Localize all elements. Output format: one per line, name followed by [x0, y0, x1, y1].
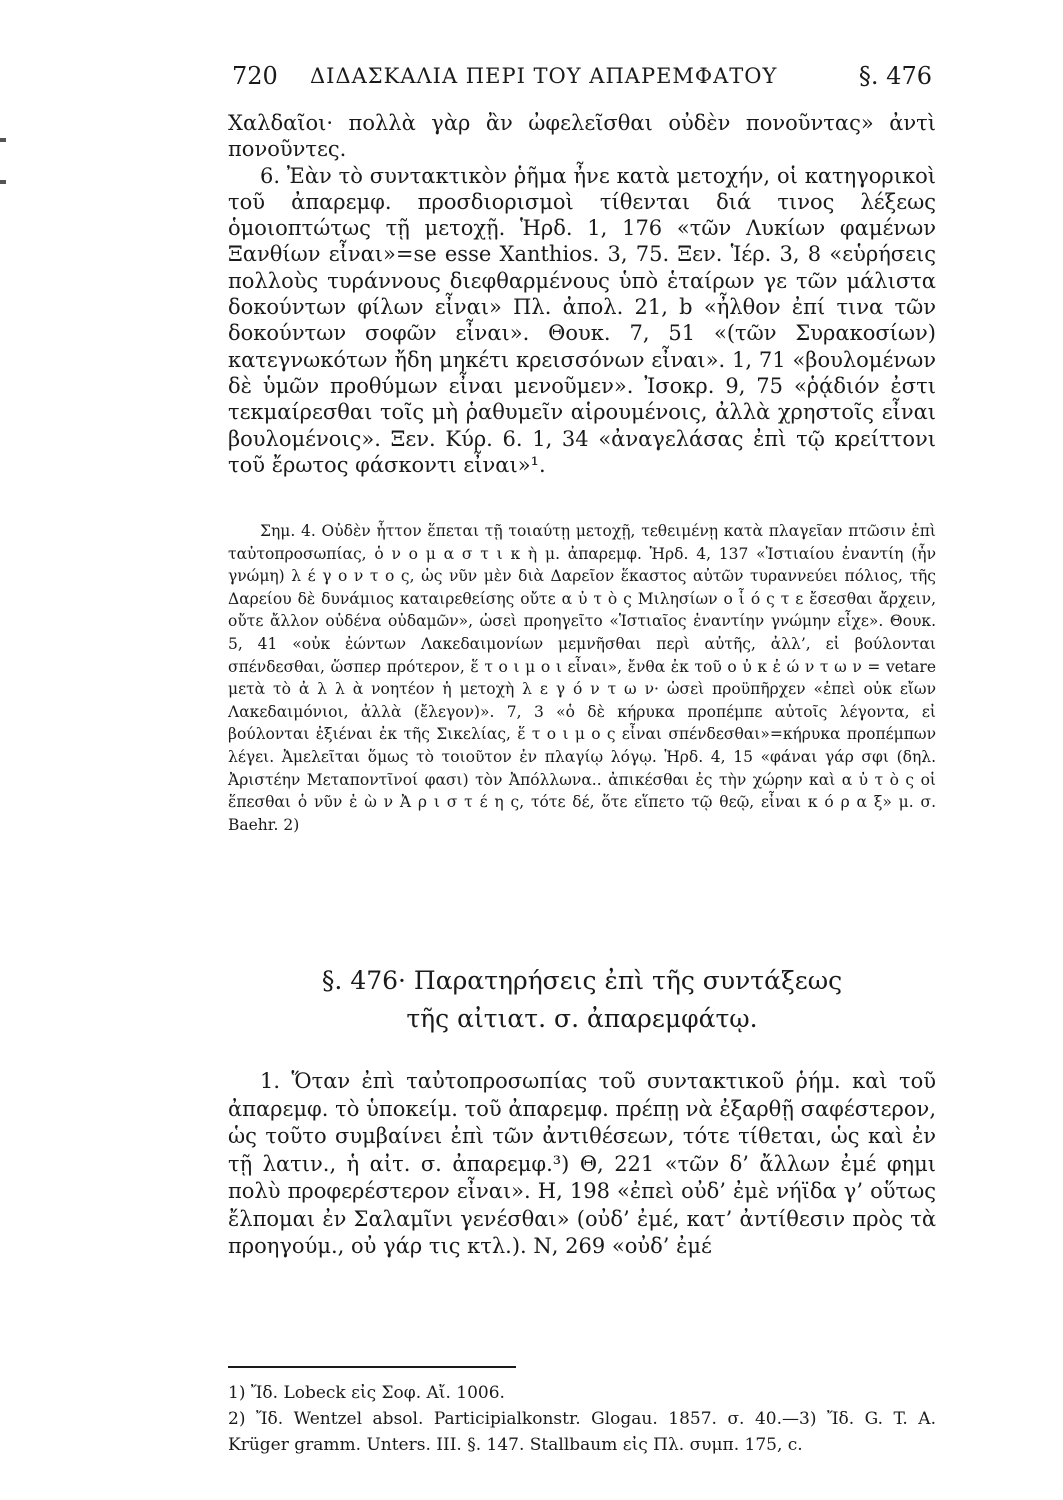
footnote: 2) Ἴδ. Wentzel absol. Participialkonstr. Glogau. 1857. σ. 40.—3) Ἴδ. G. T. A. Krüger gramm. Unters. III. §. 147. Stallbaum εἰς Πλ. συμπ. 175, c. — [228, 1409, 936, 1455]
section-text — [228, 1068, 936, 1261]
running-title: ΔΙΔΑΣΚΑΛΙΑ ΠΕΡΙ ΤΟΥ ΑΠΑΡΕΜΦΑΤΟΥ — [310, 64, 778, 88]
footnotes — [228, 1380, 936, 1458]
footnote-rule — [228, 1366, 516, 1368]
paragraph: Χαλδαῖοι· πολλὰ γὰρ ἂν ὠφελεῖσθαι οὐδὲν πονοῦντας» ἀντὶ πονοῦντες. — [228, 111, 936, 162]
paragraph: 6. Ἐὰν τὸ συντακτικὸν ῥῆμα ἦνε κατὰ μετοχήν, οἱ κατηγορικοὶ τοῦ ἀπαρεμφ. προσδιορισμοὶ τίθενται διά τινος λέξεως ὁμοιοπτώτως τῇ μετοχῇ. Ἡρδ. 1, 176 «τῶν Λυκίων φαμένων Ξανθίων εἶναι»=se esse Xanthios. 3, 75. Ξεν. Ἱέρ. 3, 8 «εὑρήσεις πολλοὺς τυράννους διεφθαρμένους ὑπὸ ἑταίρων γε τῶν μάλιστα δοκούντων φίλων εἶναι» Πλ. ἀπολ. 21, b «ἦλθον ἐπί τινα τῶν δοκούντων σοφῶν εἶναι». Θουκ. 7, 51 «(τῶν Συρακοσίων) κατεγνωκότων ἤδη μηκέτι κρεισσόνων εἶναι». 1, 71 «βουλομένων δὲ ὑμῶν προθύμων εἶναι μενοῦμεν». Ἰσοκρ. 9, 75 «ῥᾴδιόν ἐστι τεκμαίρεσθαι τοῖς μὴ ῥαθυμεῖν αἱρουμένοις, ἀλλὰ χρηστοῖς εἶναι βουλομένοις». Ξεν. Κύρ. 6. 1, 34 «ἀναγελάσας ἐπὶ τῷ κρείττονι τοῦ ἔρωτος φάσκοντι εἶναι»¹. — [228, 163, 936, 477]
note-block — [228, 520, 936, 836]
scan-mark — [0, 180, 6, 184]
page-number: 720 — [232, 62, 278, 90]
section-number: §. 476 — [858, 62, 932, 90]
running-header — [232, 62, 932, 102]
heading-line: τῆς αἰτιατ. σ. ἀπαρεμφάτῳ. — [406, 1004, 758, 1033]
main-text — [228, 110, 936, 478]
note-text: Σημ. 4. Οὐδὲν ἧττον ἕπεται τῇ τοιαύτῃ μετοχῇ, τεθειμένῃ κατὰ πλαγεῖαν πτῶσιν ἐπὶ ταὐτοπροσωπίας, ὁ ν ο μ α σ τ ι κ ὴ μ. ἀπαρεμφ. Ἡρδ. 4, 137 «Ἱστιαίου ἐναντίη (ἦν γνώμη) λ έ γ ο ν τ ο ς, ὡς νῦν μὲν διὰ Δαρεῖον ἕκαστος αὐτῶν τυραννεύει πόλιος, τῆς Δαρείου δὲ δυνάμιος καταιρεθείσης οὔτε α ὐ τ ὸ ς Μιλησίων ο ἷ ό ς τ ε ἔσεσθαι ἄρχειν, οὔτε ἄλλον οὐδένα οὐδαμῶν», ὡσεὶ προηγεῖτο «Ἱστιαῖος ἐναντίην γνώμην εἶχε». Θουκ. 5, 41 «οὐκ ἐώντων Λακεδαιμονίων μεμνῆσθαι περὶ αὐτῆς, ἀλλ’, εἰ βούλονται σπένδεσθαι, ὥσπερ πρότερον, ἕ τ ο ι μ ο ι εἶναι», ἔνθα ἐκ τοῦ ο ὐ κ ἐ ώ ν τ ω ν = vetare μετὰ τὸ ἀ λ λ ὰ νοητέον ἡ μετοχὴ λ ε γ ό ν τ ω ν· ὡσεὶ προϋπῆρχεν «ἐπεὶ οὐκ εἴων Λακεδαιμόνιοι, ἀλλὰ (ἔλεγον)». 7, 3 «ὁ δὲ κήρυκα προπέμπε αὐτοῖς λέγοντα, εἰ βούλονται ἐξιέναι ἐκ τῆς Σικελίας, ἕ τ ο ι μ ο ς εἶναι σπένδεσθαι»=κήρυκα προπέμπων λέγει. Ἀμελεῖται ὅμως τὸ τοιοῦτον ἐν πλαγίῳ λόγῳ. Ἡρδ. 4, 15 «φάναι γάρ σφι (δηλ. Ἀριστέην Μεταποντῖνοί φασι) τὸν Ἀπόλλωνα.. ἀπικέσθαι ἐς τὴν χώρην καὶ α ὐ τ ὸ ς οἱ ἕπεσθαι ὁ νῦν ἐ ὼ ν Ἀ ρ ι σ τ έ η ς, τότε δέ, ὅτε εἵπετο τῷ θεῷ, εἶναι κ ό ρ α ξ» μ. σ. Baehr. 2) — [228, 522, 936, 834]
paragraph: 1. Ὅταν ἐπὶ ταὐτοπροσωπίας τοῦ συντακτικοῦ ῥήμ. καὶ τοῦ ἀπαρεμφ. τὸ ὑποκείμ. τοῦ ἀπαρεμφ. πρέπῃ νὰ ἐξαρθῇ σαφέστερον, ὡς τοῦτο συμβαίνει ἐπὶ τῶν ἀντιθέσεων, τότε τίθεται, ὡς καὶ ἐν τῇ λατιν., ἡ αἰτ. σ. ἀπαρεμφ.³) Θ, 221 «τῶν δ’ ἄλλων ἐμέ φημι πολὺ προφερέστερον εἶναι». Η, 198 «ἐπεὶ οὐδ’ ἐμὲ νήϊδα γ’ οὕτως ἔλπομαι ἐν Σαλαμῖνι γενέσθαι» (οὐδ’ ἐμέ, κατ’ ἀντίθεσιν πρὸς τὰ προηγούμ., οὐ γάρ τις κτλ.). Ν, 269 «οὐδ’ ἐμέ — [228, 1069, 936, 1258]
footnote: 1) Ἴδ. Lobeck εἰς Σοφ. Αἴ. 1006. — [228, 1383, 505, 1403]
section-heading — [228, 962, 936, 1038]
heading-line: §. 476· Παρατηρήσεις ἐπὶ τῆς συντάξεως — [321, 966, 843, 995]
scan-mark — [0, 138, 6, 142]
